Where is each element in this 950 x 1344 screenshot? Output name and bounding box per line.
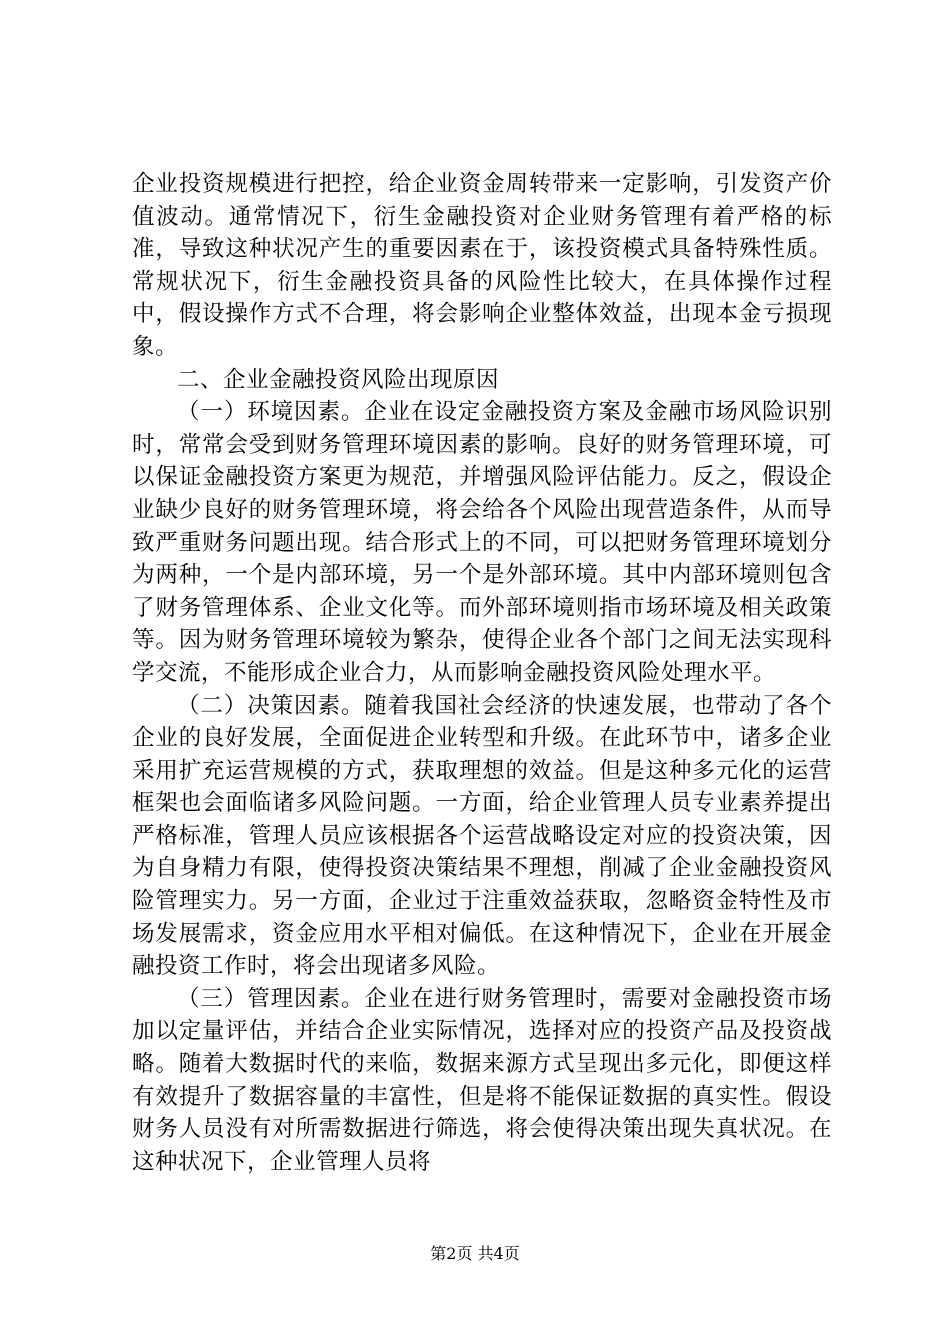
paragraph-environment-factor: （一）环境因素。企业在设定金融投资方案及金融市场风险识别时，常常会受到财务管理环境因素的影响。良好的财务管理环境，可以保证金融投资方案更为规范，并增强风险评估能力。反之，假设企业缺少良好的财务管理环境，将会给各个风险出现营造条件，从而导致严重财务问题出现。结合形式上的不同，可以把财务管理环境划分为两种，一个是内部环境，另一个是外部环境。其中内部环境则包含了财务管理体系、企业文化等。而外部环境则指市场环境及相关政策等。因为财务管理环境较为繁杂，使得企业各个部门之间无法实现科学交流，不能形成企业合力，从而影响金融投资风险处理水平。 — [132, 399, 832, 686]
section-heading: 二、企业金融投资风险出现原因 — [177, 366, 500, 393]
body-text — [132, 168, 832, 1178]
page-footer — [0, 1244, 950, 1264]
paragraph-decision-factor: （二）决策因素。随着我国社会经济的快速发展，也带动了各个企业的良好发展，全面促进企业转型和升级。在此环节中，诸多企业采用扩充运营规模的方式，获取理想的效益。但是这种多元化的运营框架也会面临诸多风险问题。一方面，给企业管理人员专业素养提出严格标准，管理人员应该根据各个运营战略设定对应的投资决策，因为自身精力有限，使得投资决策结果不理想，削减了企业金融投资风险管理实力。另一方面，企业过于注重效益获取，忽略资金特性及市场发展需求，资金应用水平相对偏低。在这种情况下，企业在开展金融投资工作时，将会出现诸多风险。 — [132, 692, 832, 980]
paragraph-intro-continuation: 企业投资规模进行把控，给企业资金周转带来一定影响，引发资产价值波动。通常情况下，衍生金融投资对企业财务管理有着严格的标准，导致这种状况产生的重要因素在于，该投资模式具备特殊性质。常规状况下，衍生金融投资具备的风险性比较大，在具体操作过程中，假设操作方式不合理，将会影响企业整体效益，出现本金亏损现象。 — [132, 171, 832, 360]
paragraph-management-factor: （三）管理因素。企业在进行财务管理时，需要对金融投资市场加以定量评估，并结合企业实际情况，选择对应的投资产品及投资战略。随着大数据时代的来临，数据来源方式呈现出多元化，即便这样有效提升了数据容量的丰富性，但是将不能保证数据的真实性。假设财务人员没有对所需数据进行筛选，将会使得决策出现失真状况。在这种状况下，企业管理人员将 — [132, 985, 832, 1175]
page-number-label: 第2页 共4页 — [430, 1244, 520, 1263]
